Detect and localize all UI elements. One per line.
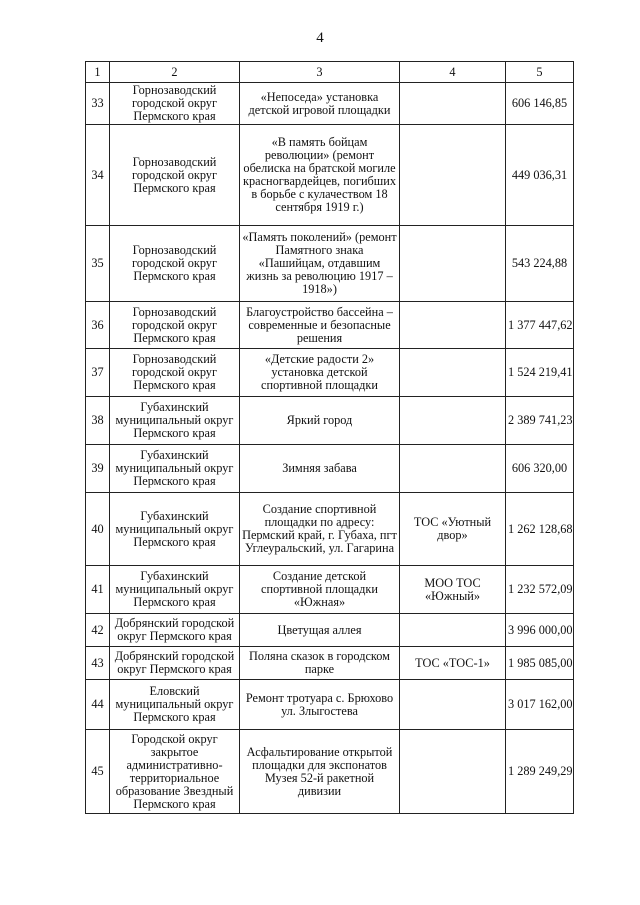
amount-cell: 3 017 162,00 bbox=[506, 680, 574, 730]
project-cell: Создание детской спортивной площадки «Южная» bbox=[240, 566, 400, 614]
table-header-row bbox=[86, 62, 574, 83]
project-cell: Яркий город bbox=[240, 397, 400, 445]
municipality-cell: Еловский муниципальный округ Пермского края bbox=[110, 680, 240, 730]
tos-cell bbox=[400, 614, 506, 647]
table-row bbox=[86, 125, 574, 226]
project-cell: Цветущая аллея bbox=[240, 614, 400, 647]
row-number: 45 bbox=[86, 730, 110, 814]
row-number: 41 bbox=[86, 566, 110, 614]
tos-cell bbox=[400, 680, 506, 730]
tos-cell bbox=[400, 445, 506, 493]
column-header: 2 bbox=[110, 62, 240, 83]
table-row bbox=[86, 445, 574, 493]
project-cell: «В память бойцам революции» (ремонт обелиска на братской могиле красногвардейцев, погибших в борьбе с кулачеством 18 сентября 1919 г.) bbox=[240, 125, 400, 226]
row-number: 35 bbox=[86, 226, 110, 302]
municipality-cell: Горнозаводский городской округ Пермского края bbox=[110, 349, 240, 397]
table-row bbox=[86, 83, 574, 125]
project-cell: «Непоседа» установка детской игровой площадки bbox=[240, 83, 400, 125]
tos-cell bbox=[400, 302, 506, 349]
tos-cell bbox=[400, 125, 506, 226]
project-cell: Поляна сказок в городском парке bbox=[240, 647, 400, 680]
municipality-cell: Горнозаводский городской округ Пермского края bbox=[110, 226, 240, 302]
row-number: 33 bbox=[86, 83, 110, 125]
amount-cell: 1 289 249,29 bbox=[506, 730, 574, 814]
amount-cell: 1 262 128,68 bbox=[506, 493, 574, 566]
projects-table bbox=[85, 61, 574, 814]
project-cell: Благоустройство бассейна – современные и безопасные решения bbox=[240, 302, 400, 349]
row-number: 43 bbox=[86, 647, 110, 680]
amount-cell: 1 524 219,41 bbox=[506, 349, 574, 397]
municipality-cell: Губахинский муниципальный округ Пермского края bbox=[110, 397, 240, 445]
tos-cell bbox=[400, 349, 506, 397]
tos-cell bbox=[400, 730, 506, 814]
column-header: 5 bbox=[506, 62, 574, 83]
table-row bbox=[86, 730, 574, 814]
project-cell: Зимняя забава bbox=[240, 445, 400, 493]
table-row bbox=[86, 614, 574, 647]
table-body bbox=[86, 83, 574, 814]
municipality-cell: Губахинский муниципальный округ Пермского края bbox=[110, 566, 240, 614]
amount-cell: 543 224,88 bbox=[506, 226, 574, 302]
municipality-cell: Губахинский муниципальный округ Пермского края bbox=[110, 493, 240, 566]
tos-cell: ТОС «Уютный двор» bbox=[400, 493, 506, 566]
amount-cell: 449 036,31 bbox=[506, 125, 574, 226]
table-row bbox=[86, 302, 574, 349]
municipality-cell: Добрянский городской округ Пермского края bbox=[110, 614, 240, 647]
row-number: 42 bbox=[86, 614, 110, 647]
table-row bbox=[86, 566, 574, 614]
row-number: 39 bbox=[86, 445, 110, 493]
amount-cell: 3 996 000,00 bbox=[506, 614, 574, 647]
tos-cell: ТОС «ТОС-1» bbox=[400, 647, 506, 680]
tos-cell bbox=[400, 83, 506, 125]
row-number: 34 bbox=[86, 125, 110, 226]
row-number: 37 bbox=[86, 349, 110, 397]
column-header: 3 bbox=[240, 62, 400, 83]
tos-cell: МОО ТОС «Южный» bbox=[400, 566, 506, 614]
project-cell: «Детские радости 2» установка детской спортивной площадки bbox=[240, 349, 400, 397]
column-header: 1 bbox=[86, 62, 110, 83]
amount-cell: 1 377 447,62 bbox=[506, 302, 574, 349]
amount-cell: 606 320,00 bbox=[506, 445, 574, 493]
municipality-cell: Горнозаводский городской округ Пермского края bbox=[110, 125, 240, 226]
amount-cell: 2 389 741,23 bbox=[506, 397, 574, 445]
project-cell: Ремонт тротуара с. Брюхово ул. Злыгостева bbox=[240, 680, 400, 730]
municipality-cell: Губахинский муниципальный округ Пермского края bbox=[110, 445, 240, 493]
project-cell: Создание спортивной площадки по адресу: Пермский край, г. Губаха, пгт Углеуральский, ул. Гагарина bbox=[240, 493, 400, 566]
municipality-cell: Добрянский городской округ Пермского края bbox=[110, 647, 240, 680]
amount-cell: 1 985 085,00 bbox=[506, 647, 574, 680]
municipality-cell: Горнозаводский городской округ Пермского края bbox=[110, 302, 240, 349]
row-number: 36 bbox=[86, 302, 110, 349]
table-row bbox=[86, 397, 574, 445]
amount-cell: 606 146,85 bbox=[506, 83, 574, 125]
table-row bbox=[86, 647, 574, 680]
row-number: 38 bbox=[86, 397, 110, 445]
table-row bbox=[86, 226, 574, 302]
tos-cell bbox=[400, 226, 506, 302]
table-row bbox=[86, 493, 574, 566]
row-number: 40 bbox=[86, 493, 110, 566]
column-header: 4 bbox=[400, 62, 506, 83]
project-cell: Асфальтирование открытой площадки для экспонатов Музея 52-й ракетной дивизии bbox=[240, 730, 400, 814]
page-number: 4 bbox=[316, 30, 324, 46]
row-number: 44 bbox=[86, 680, 110, 730]
table-row bbox=[86, 680, 574, 730]
table-row bbox=[86, 349, 574, 397]
municipality-cell: Горнозаводский городской округ Пермского края bbox=[110, 83, 240, 125]
tos-cell bbox=[400, 397, 506, 445]
amount-cell: 1 232 572,09 bbox=[506, 566, 574, 614]
municipality-cell: Городской округ закрытое административно-территориальное образование Звездный Пермского края bbox=[110, 730, 240, 814]
project-cell: «Память поколений» (ремонт Памятного знака «Пашийцам, отдавшим жизнь за революцию 1917 – 1918») bbox=[240, 226, 400, 302]
